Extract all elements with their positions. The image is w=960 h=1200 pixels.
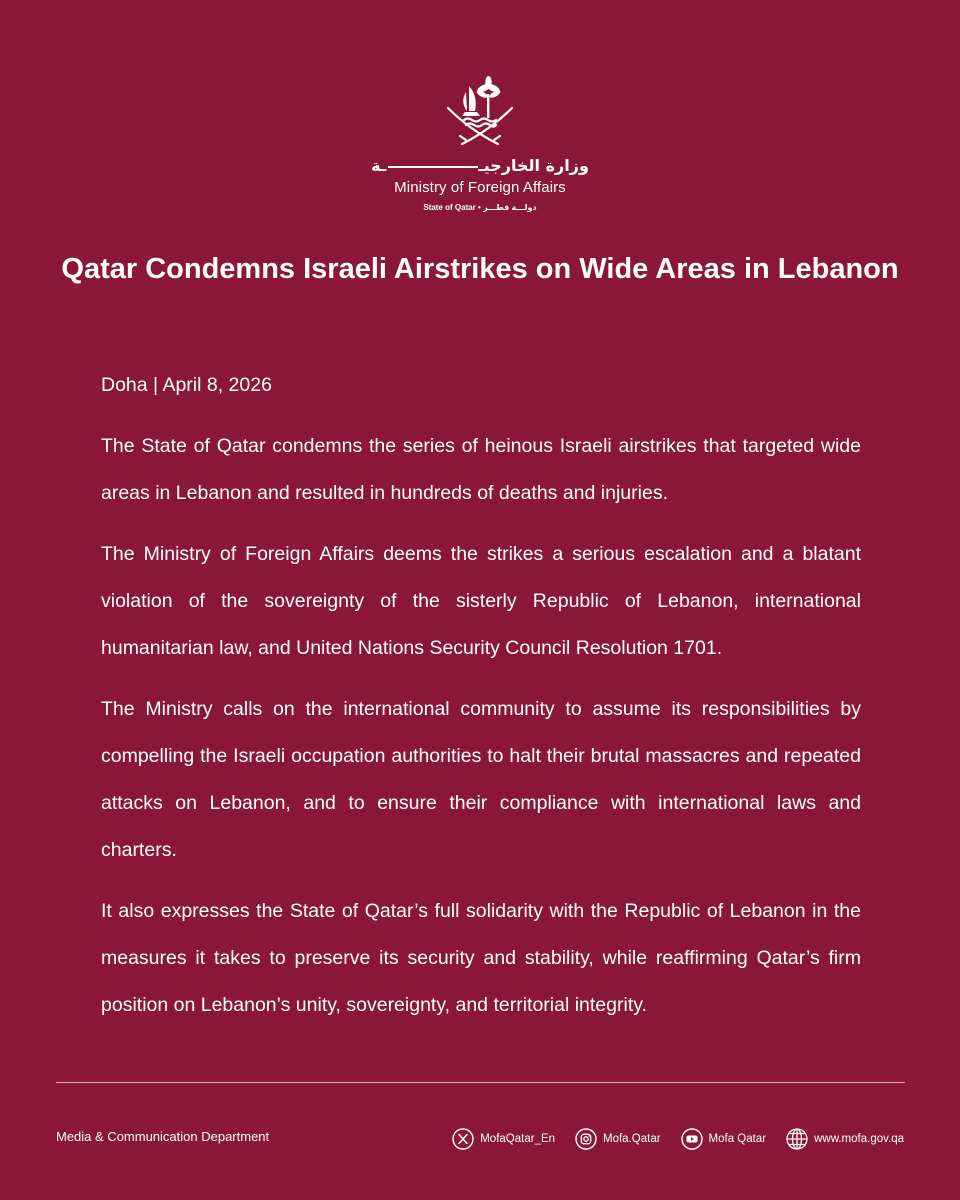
- social-youtube[interactable]: [681, 1128, 767, 1150]
- social-youtube-handle: Mofa Qatar: [708, 1133, 767, 1145]
- ministry-name-english: Ministry of Foreign Affairs: [394, 179, 566, 196]
- social-x[interactable]: [452, 1128, 555, 1150]
- paragraph-2: The Ministry of Foreign Affairs deems the strikes a serious escalation and a blatant violation of the sovereignty of the sisterly Republic of Lebanon, international humanitarian law, and United Nations Security Council Resolution 1701.: [101, 543, 861, 659]
- x-icon: [452, 1128, 474, 1150]
- social-links: [432, 1126, 904, 1152]
- qatar-emblem-icon: [440, 72, 520, 152]
- footer-divider: [56, 1082, 905, 1083]
- instagram-icon: [575, 1128, 597, 1150]
- social-instagram-handle: Mofa.Qatar: [603, 1133, 661, 1145]
- ministry-name-arabic: وزارة الخارجيــة: [371, 156, 589, 175]
- statement-body: [101, 362, 861, 1043]
- social-x-handle: MofaQatar_En: [480, 1133, 556, 1145]
- youtube-icon: [681, 1128, 703, 1150]
- paragraph-1: The State of Qatar condemns the series of heinous Israeli airstrikes that targeted wide areas in Lebanon and resulted in hundreds of deaths and injuries.: [101, 435, 861, 504]
- arabic-tail-stroke: [388, 166, 478, 168]
- dateline: Doha | April 8, 2026: [101, 374, 272, 396]
- social-website-url: www.mofa.gov.qa: [814, 1133, 904, 1145]
- state-of-qatar-line: State of Qatar • دولـــة قطـــر: [423, 203, 537, 212]
- globe-icon: [786, 1128, 808, 1150]
- department-name: Media & Communication Department: [56, 1129, 270, 1144]
- paragraph-3: The Ministry calls on the international community to assume its responsibilities by compelling the Israeli occupation authorities to halt their brutal massacres and repeated attacks on Lebanon, and to ensure their compliance with international laws and charters.: [101, 698, 861, 861]
- statement-title: Qatar Condemns Israeli Airstrikes on Wide Areas in Lebanon: [61, 253, 899, 285]
- paragraph-4: It also expresses the State of Qatar’s full solidarity with the Republic of Lebanon in the measures it takes to preserve its security and stability, while reaffirming Qatar’s firm position on Lebanon’s unity, sovereignty, and territorial integrity.: [101, 900, 861, 1016]
- social-instagram[interactable]: [575, 1128, 661, 1150]
- social-website[interactable]: [786, 1128, 904, 1150]
